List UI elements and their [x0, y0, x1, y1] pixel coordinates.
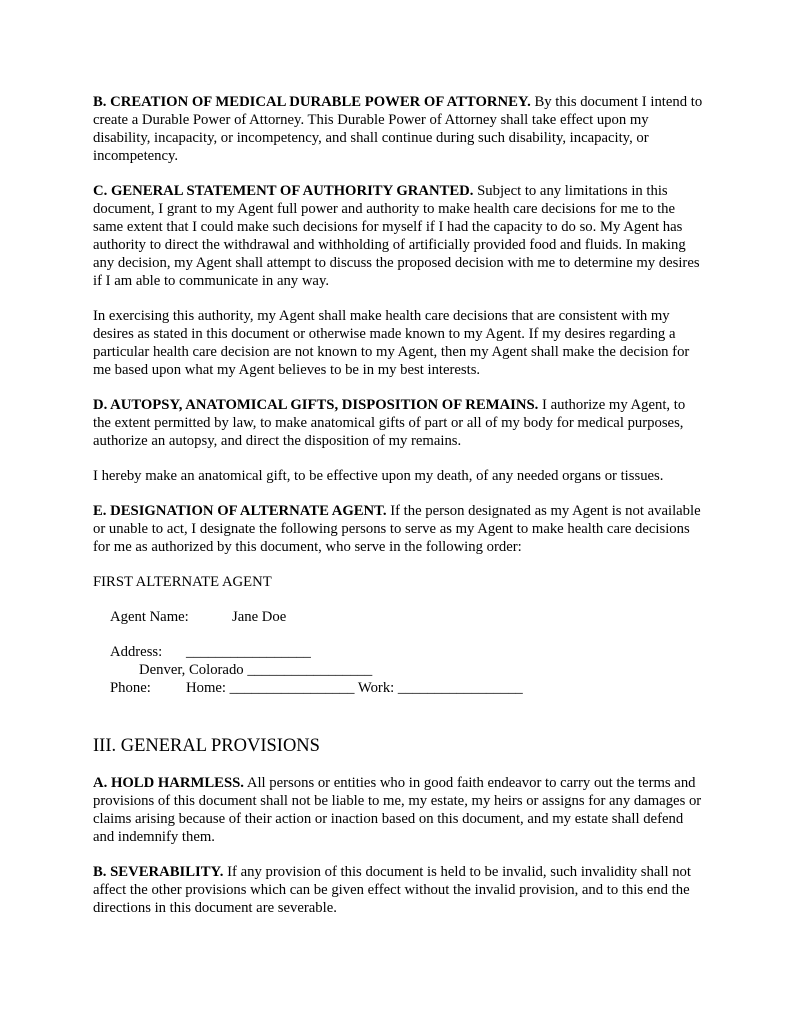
section-b-creation: [93, 93, 703, 165]
agent-name-row: [110, 608, 703, 626]
agent-name-label: Agent Name:: [110, 609, 189, 625]
section-b-creation-body: By this document I intend to create a Durable Power of Attorney. This Durable Power of Attorney shall take effect upon my disability, incapacity, or incompetency, and shall continue during such disability, incapacity, or incompetency.: [93, 94, 703, 164]
phone-row: [110, 679, 703, 697]
section-b-creation-heading: B. CREATION OF MEDICAL DURABLE POWER OF ATTORNEY.: [93, 94, 531, 110]
section-e-alternate-agent: [93, 502, 703, 556]
section-d-body: I authorize my Agent, to the extent permitted by law, to make anatomical gifts of part or all of my body for medical purposes, authorize an autopsy, and direct the disposition of my remains.: [93, 397, 686, 449]
phone-label: Phone:: [110, 680, 151, 696]
section-c-heading: C. GENERAL STATEMENT OF AUTHORITY GRANTED.: [93, 183, 474, 199]
section-d-heading: D. AUTOPSY, ANATOMICAL GIFTS, DISPOSITION OF REMAINS.: [93, 397, 539, 413]
address-row: [110, 643, 703, 661]
document-page: [93, 93, 703, 934]
severability-body: If any provision of this document is held to be invalid, such invalidity shall not affect the other provisions which can be given effect without the invalid provision, and to this end the directions in this document are severable.: [93, 864, 691, 916]
severability-heading: B. SEVERABILITY.: [93, 864, 224, 880]
section-iii-title: III. GENERAL PROVISIONS: [93, 736, 320, 756]
exercising-paragraph: In exercising this authority, my Agent shall make health care decisions that are consistent with my desires as stated in this document or otherwise made known to my Agent. If my desires regarding a particular health care decision are not known to my Agent, then my Agent shall make the decision for me based upon what my Agent believes to be in my best interests.: [93, 308, 690, 378]
section-b-severability: [93, 863, 703, 917]
section-d-autopsy: [93, 396, 703, 450]
agent-name-value: Jane Doe: [232, 609, 287, 625]
section-e-body: If the person designated as my Agent is not available or unable to act, I designate the following persons to serve as my Agent to make health care decisions for me as authorized by this document, who serve in the following order:: [93, 503, 701, 555]
address-label: Address:: [110, 644, 163, 660]
address-blank: _________________: [186, 644, 311, 660]
phone-home-work: Home: _________________ Work: _________________: [186, 680, 523, 696]
anatomical-gift-paragraph: I hereby make an anatomical gift, to be effective upon my death, of any needed organs or tissues.: [93, 468, 664, 484]
section-e-heading: E. DESIGNATION OF ALTERNATE AGENT.: [93, 503, 387, 519]
section-c-authority: [93, 182, 703, 290]
section-a-body: All persons or entities who in good faith endeavor to carry out the terms and provisions of this document shall not be liable to me, my estate, my heirs or assigns for any damages or claims arising because of their action or inaction based on this document, and my estate shall defend and indemnify them.: [93, 775, 702, 845]
city-row: Denver, Colorado _________________: [139, 662, 373, 678]
section-a-heading: A. HOLD HARMLESS.: [93, 775, 244, 791]
section-a-hold-harmless: [93, 774, 703, 846]
agent-contact-block: [110, 643, 703, 697]
section-c-body: Subject to any limitations in this document, I grant to my Agent full power and authority to make health care decisions for me to the same extent that I could make such decisions for myself if I had the capacity to do so. My Agent has authority to direct the withdrawal and withholding of artificially provided food and fluids. In making any decision, my Agent shall attempt to discuss the proposed decision with me to determine my desires if I am able to communicate in any way.: [93, 183, 700, 289]
first-alternate-agent-heading: FIRST ALTERNATE AGENT: [93, 574, 272, 590]
